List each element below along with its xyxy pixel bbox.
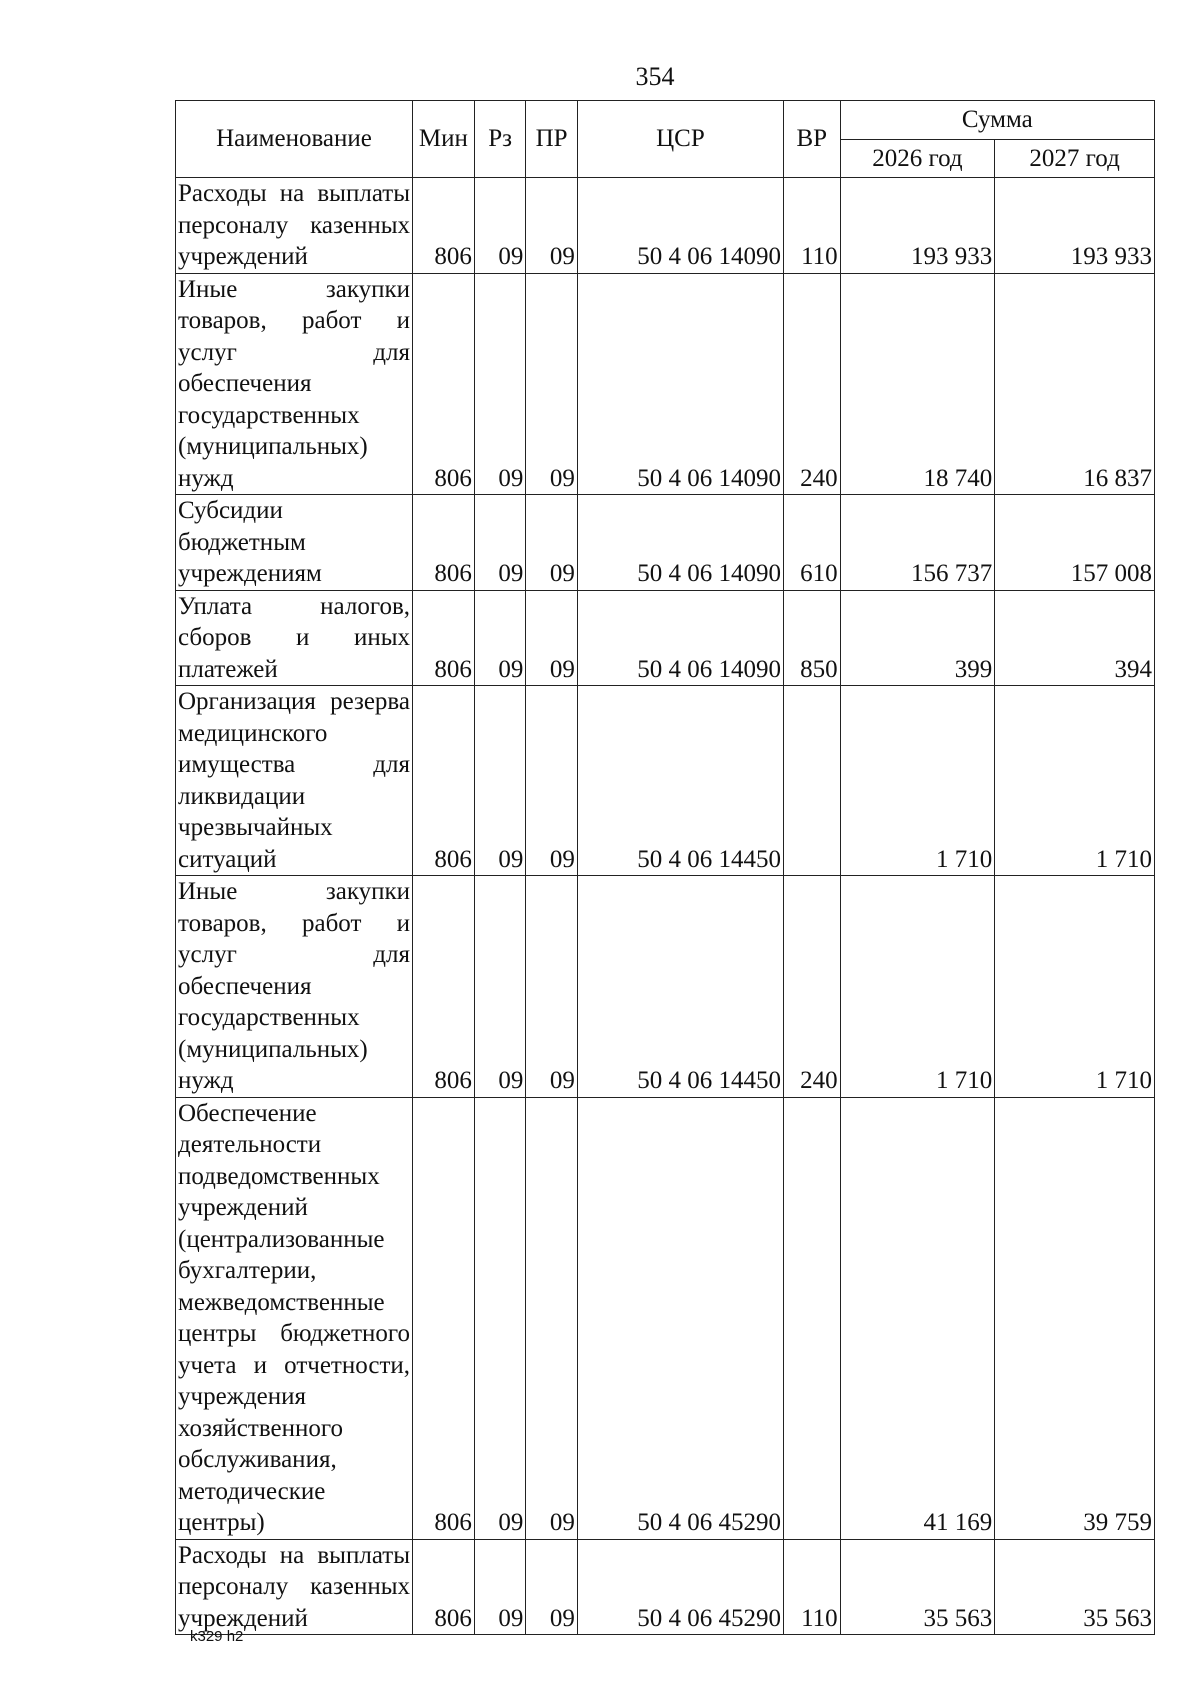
header-csr: ЦСР — [577, 101, 783, 178]
row-rz: 09 — [474, 686, 526, 876]
table-row — [176, 1539, 1155, 1635]
row-rz: 09 — [474, 590, 526, 686]
row-name: Организация резерва медицинского имущества для ликвидации чрезвычайных ситуаций — [176, 686, 413, 876]
row-csr: 50 4 06 14090 — [577, 590, 783, 686]
row-vr: 110 — [783, 1539, 840, 1635]
header-summa: Сумма — [840, 101, 1154, 140]
row-sum-2026: 193 933 — [840, 178, 995, 274]
row-min: 806 — [413, 876, 475, 1098]
row-rz: 09 — [474, 273, 526, 495]
row-name: Уплата налогов, сборов и иных платежей — [176, 590, 413, 686]
row-vr: 240 — [783, 876, 840, 1098]
row-min: 806 — [413, 590, 475, 686]
row-min: 806 — [413, 1097, 475, 1539]
row-sum-2027: 193 933 — [995, 178, 1155, 274]
header-vr: ВР — [783, 101, 840, 178]
row-sum-2027: 35 563 — [995, 1539, 1155, 1635]
row-rz: 09 — [474, 876, 526, 1098]
row-min: 806 — [413, 178, 475, 274]
row-sum-2026: 1 710 — [840, 686, 995, 876]
table-row — [176, 1097, 1155, 1539]
table-row — [176, 876, 1155, 1098]
row-sum-2027: 1 710 — [995, 686, 1155, 876]
row-sum-2026: 35 563 — [840, 1539, 995, 1635]
row-csr: 50 4 06 14450 — [577, 876, 783, 1098]
row-pr: 09 — [526, 590, 578, 686]
row-csr: 50 4 06 14090 — [577, 273, 783, 495]
table-row — [176, 686, 1155, 876]
header-name: Наименование — [176, 101, 413, 178]
row-min: 806 — [413, 495, 475, 591]
table-row — [176, 273, 1155, 495]
row-sum-2027: 157 008 — [995, 495, 1155, 591]
row-rz: 09 — [474, 1539, 526, 1635]
row-min: 806 — [413, 686, 475, 876]
header-rz: Рз — [474, 101, 526, 178]
row-pr: 09 — [526, 273, 578, 495]
row-rz: 09 — [474, 1097, 526, 1539]
row-sum-2026: 156 737 — [840, 495, 995, 591]
row-rz: 09 — [474, 495, 526, 591]
row-sum-2027: 394 — [995, 590, 1155, 686]
table-body — [176, 178, 1155, 1635]
row-sum-2027: 1 710 — [995, 876, 1155, 1098]
row-min: 806 — [413, 1539, 475, 1635]
row-pr: 09 — [526, 1097, 578, 1539]
row-vr: 850 — [783, 590, 840, 686]
table-row — [176, 178, 1155, 274]
row-min: 806 — [413, 273, 475, 495]
row-pr: 09 — [526, 495, 578, 591]
row-pr: 09 — [526, 686, 578, 876]
row-sum-2027: 39 759 — [995, 1097, 1155, 1539]
row-vr — [783, 1097, 840, 1539]
row-csr: 50 4 06 45290 — [577, 1097, 783, 1539]
table-row — [176, 590, 1155, 686]
row-name: Субсидии бюджетным учреждениям — [176, 495, 413, 591]
row-sum-2026: 18 740 — [840, 273, 995, 495]
footer-code: k329 h2 — [190, 1628, 244, 1645]
row-csr: 50 4 06 14090 — [577, 178, 783, 274]
row-vr: 240 — [783, 273, 840, 495]
row-vr: 110 — [783, 178, 840, 274]
row-sum-2026: 41 169 — [840, 1097, 995, 1539]
row-vr: 610 — [783, 495, 840, 591]
row-pr: 09 — [526, 1539, 578, 1635]
row-sum-2026: 1 710 — [840, 876, 995, 1098]
table-row — [176, 495, 1155, 591]
header-year-2026: 2026 год — [840, 139, 995, 178]
row-name: Расходы на выплаты персоналу казенных учреждений — [176, 1539, 413, 1635]
row-pr: 09 — [526, 876, 578, 1098]
row-sum-2026: 399 — [840, 590, 995, 686]
row-name: Иные закупки товаров, работ и услуг для обеспечения государственных (муниципальных) нужд — [176, 876, 413, 1098]
row-csr: 50 4 06 14450 — [577, 686, 783, 876]
table-header — [176, 101, 1155, 178]
budget-table — [175, 100, 1155, 1635]
row-name: Расходы на выплаты персоналу казенных учреждений — [176, 178, 413, 274]
row-csr: 50 4 06 14090 — [577, 495, 783, 591]
row-vr — [783, 686, 840, 876]
row-name: Иные закупки товаров, работ и услуг для обеспечения государственных (муниципальных) нужд — [176, 273, 413, 495]
row-name: Обеспечение деятельности подведомственных учреждений (централизованные бухгалтерии, межведомственные центры бюджетного учета и отчетности, учреждения хозяйственного обслуживания, методические центры) — [176, 1097, 413, 1539]
header-pr: ПР — [526, 101, 578, 178]
row-csr: 50 4 06 45290 — [577, 1539, 783, 1635]
header-min: Мин — [413, 101, 475, 178]
row-sum-2027: 16 837 — [995, 273, 1155, 495]
row-pr: 09 — [526, 178, 578, 274]
header-year-2027: 2027 год — [995, 139, 1155, 178]
page-number: 354 — [635, 62, 675, 91]
row-rz: 09 — [474, 178, 526, 274]
